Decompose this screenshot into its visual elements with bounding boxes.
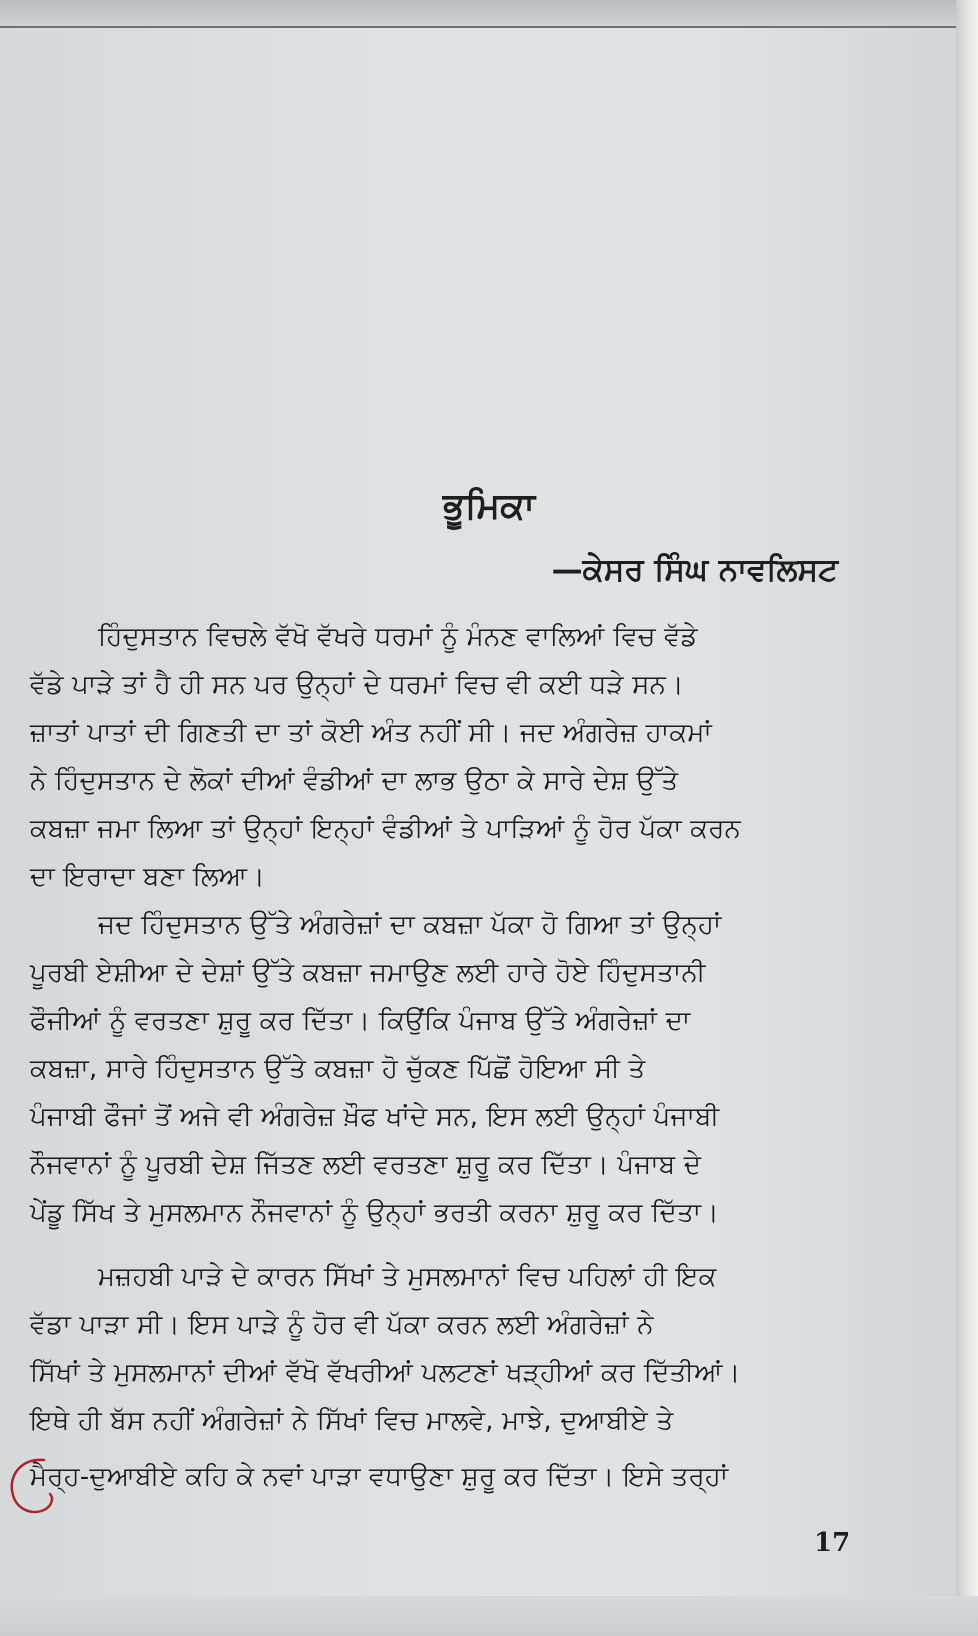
text-line: ਪੰਜਾਬੀ ਫੌਜਾਂ ਤੋਂ ਅਜੇ ਵੀ ਅੰਗਰੇਜ਼ ਖ਼ੌਫ ਖਾਂਦੇ ਸਨ, ਇਸ ਲਈ ਉਨ੍ਹਾਂ ਪੰਜਾਬੀ — [30, 1102, 720, 1132]
page-right-edge — [956, 0, 978, 1636]
text-line: ਕਬਜ਼ਾ, ਸਾਰੇ ਹਿੰਦੁਸਤਾਨ ਉੱਤੇ ਕਬਜ਼ਾ ਹੋ ਚੁੱਕਣ ਪਿੱਛੋਂ ਹੋਇਆ ਸੀ ਤੇ — [30, 1054, 646, 1084]
page-number: 17 — [814, 1528, 851, 1558]
text-line: ਵੱਡਾ ਪਾੜਾ ਸੀ। ਇਸ ਪਾੜੇ ਨੂੰ ਹੋਰ ਵੀ ਪੱਕਾ ਕਰਨ ਲਈ ਅੰਗਰੇਜ਼ਾਂ ਨੇ — [30, 1310, 654, 1340]
text-line: ਨੇ ਹਿੰਦੁਸਤਾਨ ਦੇ ਲੋਕਾਂ ਦੀਆਂ ਵੰਡੀਆਂ ਦਾ ਲਾਭ ਉਠਾ ਕੇ ਸਾਰੇ ਦੇਸ਼ ਉੱਤੇ — [30, 766, 679, 796]
text-line: ਫੌਜੀਆਂ ਨੂੰ ਵਰਤਣਾ ਸ਼ੁਰੂ ਕਰ ਦਿੱਤਾ। ਕਿਉਂਕਿ ਪੰਜਾਬ ਉੱਤੇ ਅੰਗਰੇਜ਼ਾਂ ਦਾ — [30, 1006, 691, 1036]
text-line: ਕਬਜ਼ਾ ਜਮਾ ਲਿਆ ਤਾਂ ਉਨ੍ਹਾਂ ਇਨ੍ਹਾਂ ਵੰਡੀਆਂ ਤੇ ਪਾੜਿਆਂ ਨੂੰ ਹੋਰ ਪੱਕਾ ਕਰਨ — [30, 814, 741, 844]
text-line: ਨੌਜਵਾਨਾਂ ਨੂੰ ਪੂਰਬੀ ਦੇਸ਼ ਜਿੱਤਣ ਲਈ ਵਰਤਣਾ ਸ਼ੁਰੂ ਕਰ ਦਿੱਤਾ। ਪੰਜਾਬ ਦੇ — [30, 1150, 702, 1180]
page-bottom-edge — [0, 1596, 978, 1636]
text-line: ਸਿੱਖਾਂ ਤੇ ਮੁਸਲਮਾਨਾਂ ਦੀਆਂ ਵੱਖੋ ਵੱਖਰੀਆਂ ਪਲਟਣਾਂ ਖੜ੍ਹੀਆਂ ਕਰ ਦਿੱਤੀਆਂ। — [30, 1358, 741, 1388]
text-line: ਪੂਰਬੀ ਏਸ਼ੀਆ ਦੇ ਦੇਸ਼ਾਂ ਉੱਤੇ ਕਬਜ਼ਾ ਜਮਾਉਣ ਲਈ ਹਾਰੇ ਹੋਏ ਹਿੰਦੁਸਤਾਨੀ — [30, 958, 706, 988]
text-line: ਇਥੇ ਹੀ ਬੱਸ ਨਹੀਂ ਅੰਗਰੇਜ਼ਾਂ ਨੇ ਸਿੱਖਾਂ ਵਿਚ ਮਾਲਵੇ, ਮਾਝੇ, ਦੁਆਬੀਏ ਤੇ — [30, 1406, 674, 1436]
text-line: ਜਦ ਹਿੰਦੁਸਤਾਨ ਉੱਤੇ ਅੰਗਰੇਜ਼ਾਂ ਦਾ ਕਬਜ਼ਾ ਪੱਕਾ ਹੋ ਗਿਆ ਤਾਂ ਉਨ੍ਹਾਂ — [98, 910, 722, 940]
text-line: ਮਜ਼ਹਬੀ ਪਾੜੇ ਦੇ ਕਾਰਨ ਸਿੱਖਾਂ ਤੇ ਮੁਸਲਮਾਨਾਂ ਵਿਚ ਪਹਿਲਾਂ ਹੀ ਇਕ — [98, 1262, 717, 1292]
author-byline: —ਕੇਸਰ ਸਿੰਘ ਨਾਵਲਿਸਟ — [551, 552, 838, 588]
text-line: ਵੱਡੇ ਪਾੜੇ ਤਾਂ ਹੈ ਹੀ ਸਨ ਪਰ ਉਨ੍ਹਾਂ ਦੇ ਧਰਮਾਂ ਵਿਚ ਵੀ ਕਈ ਧੜੇ ਸਨ। — [30, 670, 684, 700]
page-top-edge — [0, 0, 978, 28]
chapter-title: ਭੂਮਿਕਾ — [442, 486, 536, 527]
text-line: ਦਾ ਇਰਾਦਾ ਬਣਾ ਲਿਆ। — [30, 862, 265, 892]
text-line: ਪੇਂਡੂ ਸਿੱਖ ਤੇ ਮੁਸਲਮਾਨ ਨੌਜਵਾਨਾਂ ਨੂੰ ਉਨ੍ਹਾਂ ਭਰਤੀ ਕਰਨਾ ਸ਼ੁਰੂ ਕਰ ਦਿੱਤਾ। — [30, 1198, 719, 1228]
text-line: ਹਿੰਦੁਸਤਾਨ ਵਿਚਲੇ ਵੱਖੋ ਵੱਖਰੇ ਧਰਮਾਂ ਨੂੰ ਮੰਨਣ ਵਾਲਿਆਂ ਵਿਚ ਵੱਡੇ — [98, 622, 698, 652]
text-line: ਮੈਰ੍ਹ-ਦੁਆਬੀਏ ਕਹਿ ਕੇ ਨਵਾਂ ਪਾੜਾ ਵਧਾਉਣਾ ਸ਼ੁਰੂ ਕਰ ਦਿੱਤਾ। ਇਸੇ ਤਰ੍ਹਾਂ — [30, 1462, 729, 1492]
text-line: ਜ਼ਾਤਾਂ ਪਾਤਾਂ ਦੀ ਗਿਣਤੀ ਦਾ ਤਾਂ ਕੋਈ ਅੰਤ ਨਹੀਂ ਸੀ। ਜਦ ਅੰਗਰੇਜ਼ ਹਾਕਮਾਂ — [30, 718, 712, 748]
